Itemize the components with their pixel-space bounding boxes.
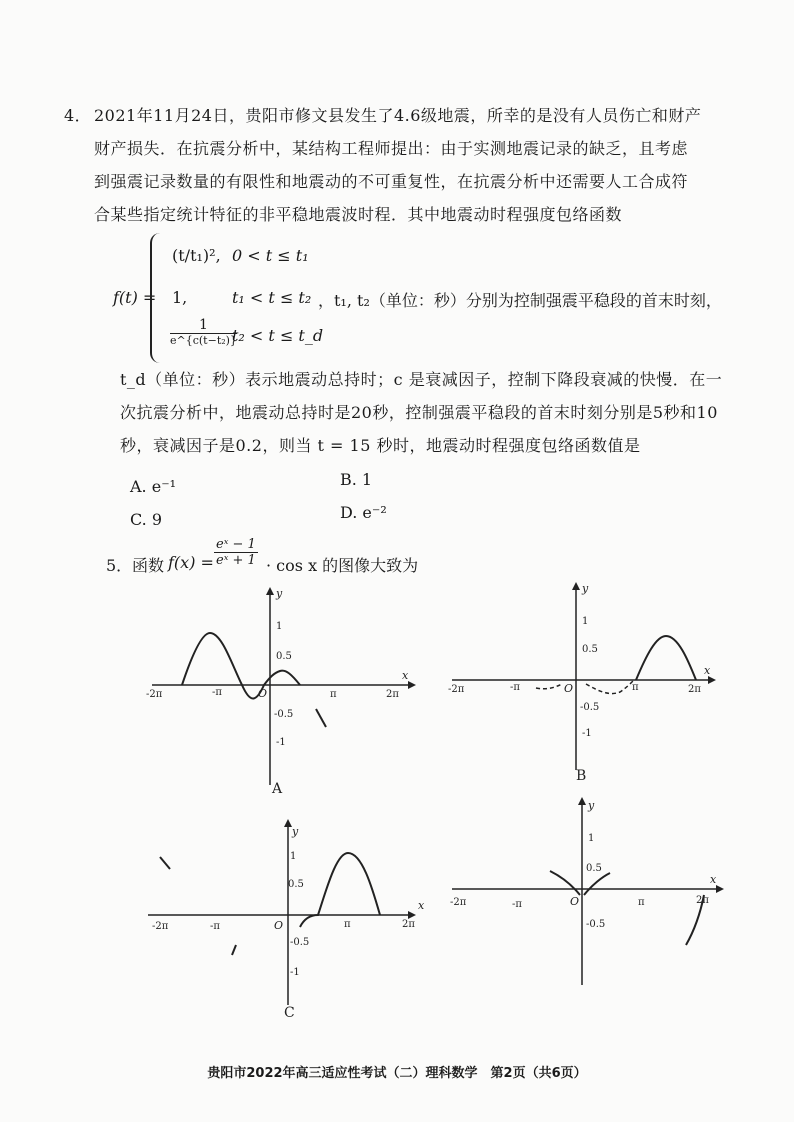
graph-b-y05: 0.5: [582, 644, 598, 655]
graph-a-x-arrow: [408, 681, 416, 689]
graph-b-x2pi: 2π: [688, 684, 701, 695]
graph-d-xpi: π: [638, 897, 645, 908]
graph-c-xpi: π: [344, 919, 351, 930]
case2-expr: 1,: [172, 288, 188, 307]
graph-c[interactable]: [140, 815, 425, 1025]
graph-a-origin: O: [258, 687, 268, 700]
graph-b-x-arrow: [708, 676, 716, 684]
graph-d-yn05: -0.5: [586, 919, 606, 930]
graph-d-y1: 1: [588, 833, 595, 844]
graph-d-curve-right: [584, 873, 610, 895]
graph-b-xn2pi: -2π: [448, 684, 465, 695]
q4-number: 4．: [64, 106, 92, 125]
q5-suffix: · cos x 的图像大致为: [266, 556, 419, 575]
graph-b-dashed-dip: [586, 680, 634, 694]
graph-b[interactable]: [440, 580, 720, 800]
page-footer: 贵阳市2022年高三适应性考试（二）理科数学 第2页（共6页）: [207, 1066, 587, 1081]
q4-text-line2: 财产损失．在抗震分析中，某结构工程师提出：由于实测地震记录的缺乏，且考虑: [94, 139, 689, 158]
graph-a-y-label: y: [276, 587, 283, 600]
case3-numerator: 1: [170, 318, 237, 334]
graph-a-stray-mark: [316, 709, 326, 727]
graph-d-curve-left: [550, 871, 580, 895]
graph-a-yn1: -1: [276, 737, 286, 748]
option-d[interactable]: D. e⁻²: [340, 503, 387, 522]
q4-text-line7: 秒，衰减因子是0.2，则当 t = 15 秒时，地震动时程强度包络函数值是: [120, 436, 641, 455]
graph-c-origin: O: [274, 919, 284, 932]
graph-c-caption: C: [284, 1005, 295, 1021]
graph-d-x2pi: 2π: [696, 895, 709, 906]
graph-b-yn1: -1: [582, 728, 592, 739]
graph-c-y05: 0.5: [288, 879, 304, 890]
option-c[interactable]: C. 9: [130, 510, 163, 529]
graph-c-y1: 1: [290, 851, 297, 862]
graph-c-curve: [300, 853, 380, 927]
q5-prefix: 函数: [132, 556, 165, 575]
case3-denominator: e^{c(t−t₂)}: [170, 334, 237, 348]
piecewise-func-name: f(t) =: [113, 288, 157, 307]
option-a[interactable]: A. e⁻¹: [130, 477, 177, 496]
graph-c-xn2pi: -2π: [152, 921, 169, 932]
graph-c-y-label: y: [292, 825, 299, 838]
graph-b-curve: [636, 636, 696, 680]
graph-d-x-arrow: [716, 885, 724, 893]
graph-c-yn05: -0.5: [290, 937, 310, 948]
graph-b-x-label: x: [704, 664, 711, 677]
graph-b-xnpi: -π: [510, 682, 520, 693]
case1-expr: (t/t₁)²,: [172, 246, 221, 265]
q4-text-line4: 合某些指定统计特征的非平稳地震波时程．其中地震动时程强度包络函数: [94, 205, 623, 224]
graph-b-y-arrow: [572, 582, 580, 590]
graph-a[interactable]: [140, 585, 420, 805]
graph-c-xnpi: -π: [210, 921, 220, 932]
piecewise-brace: [150, 233, 168, 363]
graph-a-y05: 0.5: [276, 651, 292, 662]
q4-text-line3: 到强震记录数量的有限性和地震动的不可重复性，在抗震分析中还需要人工合成符: [94, 172, 689, 191]
graph-a-y1: 1: [276, 621, 283, 632]
q5-numerator: eˣ − 1: [216, 537, 256, 552]
graph-c-y-arrow: [284, 819, 292, 827]
graph-d-origin: O: [570, 895, 580, 908]
graph-d-y-label: y: [588, 799, 595, 812]
option-b[interactable]: B. 1: [340, 470, 373, 489]
graph-c-x2pi: 2π: [402, 919, 415, 930]
graph-a-y-arrow: [266, 587, 274, 595]
graph-a-x-label: x: [402, 669, 409, 682]
graph-a-xpi: π: [330, 689, 337, 700]
graph-b-caption: B: [576, 768, 587, 784]
graph-d-xnpi: -π: [512, 899, 522, 910]
graph-a-caption: A: [272, 781, 283, 797]
graph-c-yn1: -1: [290, 967, 300, 978]
graph-a-curve: [182, 633, 300, 699]
graph-d-x-label: x: [710, 873, 717, 886]
graph-b-y1: 1: [582, 616, 589, 627]
graph-c-x-arrow: [408, 911, 416, 919]
case3-expr: [170, 318, 237, 348]
graph-d-xn2pi: -2π: [450, 897, 467, 908]
graph-a-xn2pi: -2π: [146, 689, 163, 700]
q4-text-line1: 2021年11月24日，贵阳市修文县发生了4.6级地震，所幸的是没有人员伤亡和财产: [94, 106, 702, 125]
graph-a-xnpi: -π: [212, 687, 222, 698]
q5-number: 5．: [106, 556, 133, 575]
q5-denominator: eˣ + 1: [216, 553, 256, 569]
q4-text-line5: t_d（单位：秒）表示地震动总持时；c 是衰减因子，控制下降段衰减的快慢．在一: [120, 370, 723, 389]
case3-cond: t₂ < t ≤ t_d: [232, 326, 324, 345]
case2-cond: t₁ < t ≤ t₂: [232, 288, 312, 307]
graph-c-x-label: x: [418, 899, 425, 912]
graph-b-yn05: -0.5: [580, 702, 600, 713]
graph-b-y-label: y: [582, 582, 589, 595]
q4-text-line6: 次抗震分析中，地震动总持时是20秒，控制强震平稳段的首末时刻分别是5秒和10: [120, 403, 718, 422]
graph-b-origin: O: [564, 682, 574, 695]
q5-fraction: [214, 538, 258, 569]
graph-b-xpi: π: [632, 682, 639, 693]
graph-d-y05: 0.5: [586, 863, 602, 874]
graph-c-stray-mark-2: [232, 945, 236, 955]
graph-b-left-dashes: [536, 684, 562, 689]
graph-c-stray-mark-1: [160, 857, 170, 869]
graph-a-yn05: -0.5: [274, 709, 294, 720]
case1-cond: 0 < t ≤ t₁: [232, 246, 309, 265]
q4-side-text: ，t₁, t₂（单位：秒）分别为控制强震平稳段的首末时刻，: [318, 291, 722, 310]
q5-func: f(x) =: [168, 553, 214, 572]
graph-d[interactable]: [440, 795, 730, 995]
graph-a-x2pi: 2π: [386, 689, 399, 700]
graph-d-y-arrow: [578, 797, 586, 805]
